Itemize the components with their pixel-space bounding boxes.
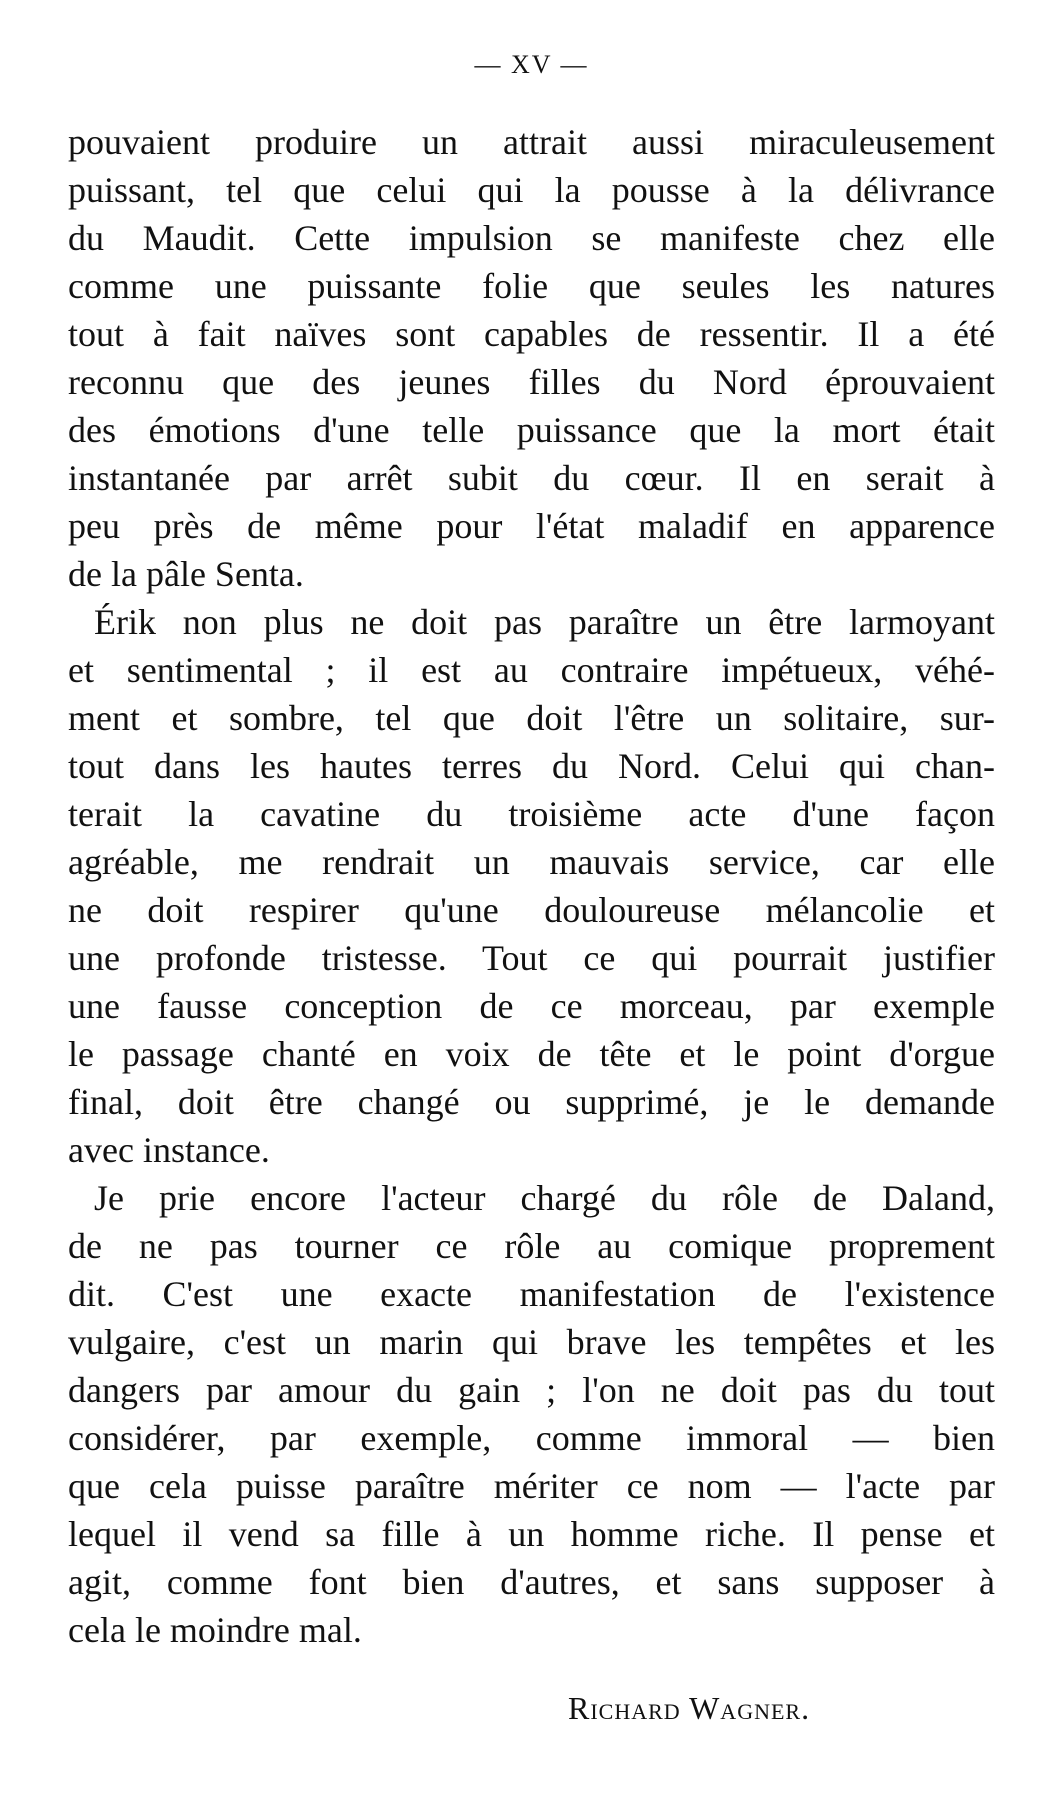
text-line: final, doit être changé ou supprimé, je le demande bbox=[68, 1082, 995, 1122]
text-line: comme une puissante folie que seules les natures bbox=[68, 266, 995, 306]
text-line: considérer, par exemple, comme immoral — bien bbox=[68, 1418, 995, 1458]
text-line: du Maudit. Cette impulsion se manifeste chez elle bbox=[68, 218, 995, 258]
text-line: agit, comme font bien d'autres, et sans supposer à bbox=[68, 1562, 995, 1602]
signature: Richard Wagner. bbox=[568, 1690, 811, 1726]
text-line: et sentimental ; il est au contraire impétueux, véhé- bbox=[68, 650, 995, 690]
text-line: ne doit respirer qu'une douloureuse mélancolie et bbox=[68, 890, 995, 930]
text-line: tout dans les hautes terres du Nord. Celui qui chan- bbox=[68, 746, 995, 786]
text-line: Érik non plus ne doit pas paraître un être larmoyant bbox=[94, 602, 995, 642]
text-line: tout à fait naïves sont capables de ressentir. Il a été bbox=[68, 314, 995, 354]
text-line: une fausse conception de ce morceau, par exemple bbox=[68, 986, 995, 1026]
body-text bbox=[68, 118, 995, 1654]
text-line: peu près de même pour l'état maladif en apparence bbox=[68, 506, 995, 546]
text-line: lequel il vend sa fille à un homme riche. Il pense et bbox=[68, 1514, 995, 1554]
paragraph bbox=[68, 598, 995, 1174]
paragraph bbox=[68, 118, 995, 598]
text-line: avec instance. bbox=[68, 1130, 270, 1170]
text-line: de la pâle Senta. bbox=[68, 554, 304, 594]
text-line: des émotions d'une telle puissance que la mort était bbox=[68, 410, 995, 450]
text-line: le passage chanté en voix de tête et le point d'orgue bbox=[68, 1034, 995, 1074]
text-line: puissant, tel que celui qui la pousse à la délivrance bbox=[68, 170, 995, 210]
text-line: dit. C'est une exacte manifestation de l'existence bbox=[68, 1274, 995, 1314]
text-line: que cela puisse paraître mériter ce nom — l'acte par bbox=[68, 1466, 995, 1506]
text-line: agréable, me rendrait un mauvais service, car elle bbox=[68, 842, 995, 882]
text-line: dangers par amour du gain ; l'on ne doit pas du tout bbox=[68, 1370, 995, 1410]
text-line: vulgaire, c'est un marin qui brave les tempêtes et les bbox=[68, 1322, 995, 1362]
text-line: de ne pas tourner ce rôle au comique proprement bbox=[68, 1226, 995, 1266]
text-line: ment et sombre, tel que doit l'être un solitaire, sur- bbox=[68, 698, 995, 738]
page-number: — XV — bbox=[474, 50, 589, 79]
text-line: terait la cavatine du troisième acte d'une façon bbox=[68, 794, 995, 834]
text-line: instantanée par arrêt subit du cœur. Il en serait à bbox=[68, 458, 995, 498]
paragraph bbox=[68, 1174, 995, 1654]
text-line: pouvaient produire un attrait aussi miraculeusement bbox=[68, 122, 995, 162]
text-line: cela le moindre mal. bbox=[68, 1610, 362, 1650]
text-line: reconnu que des jeunes filles du Nord éprouvaient bbox=[68, 362, 995, 402]
text-line: une profonde tristesse. Tout ce qui pourrait justifier bbox=[68, 938, 995, 978]
text-line: Je prie encore l'acteur chargé du rôle de Daland, bbox=[94, 1178, 995, 1218]
